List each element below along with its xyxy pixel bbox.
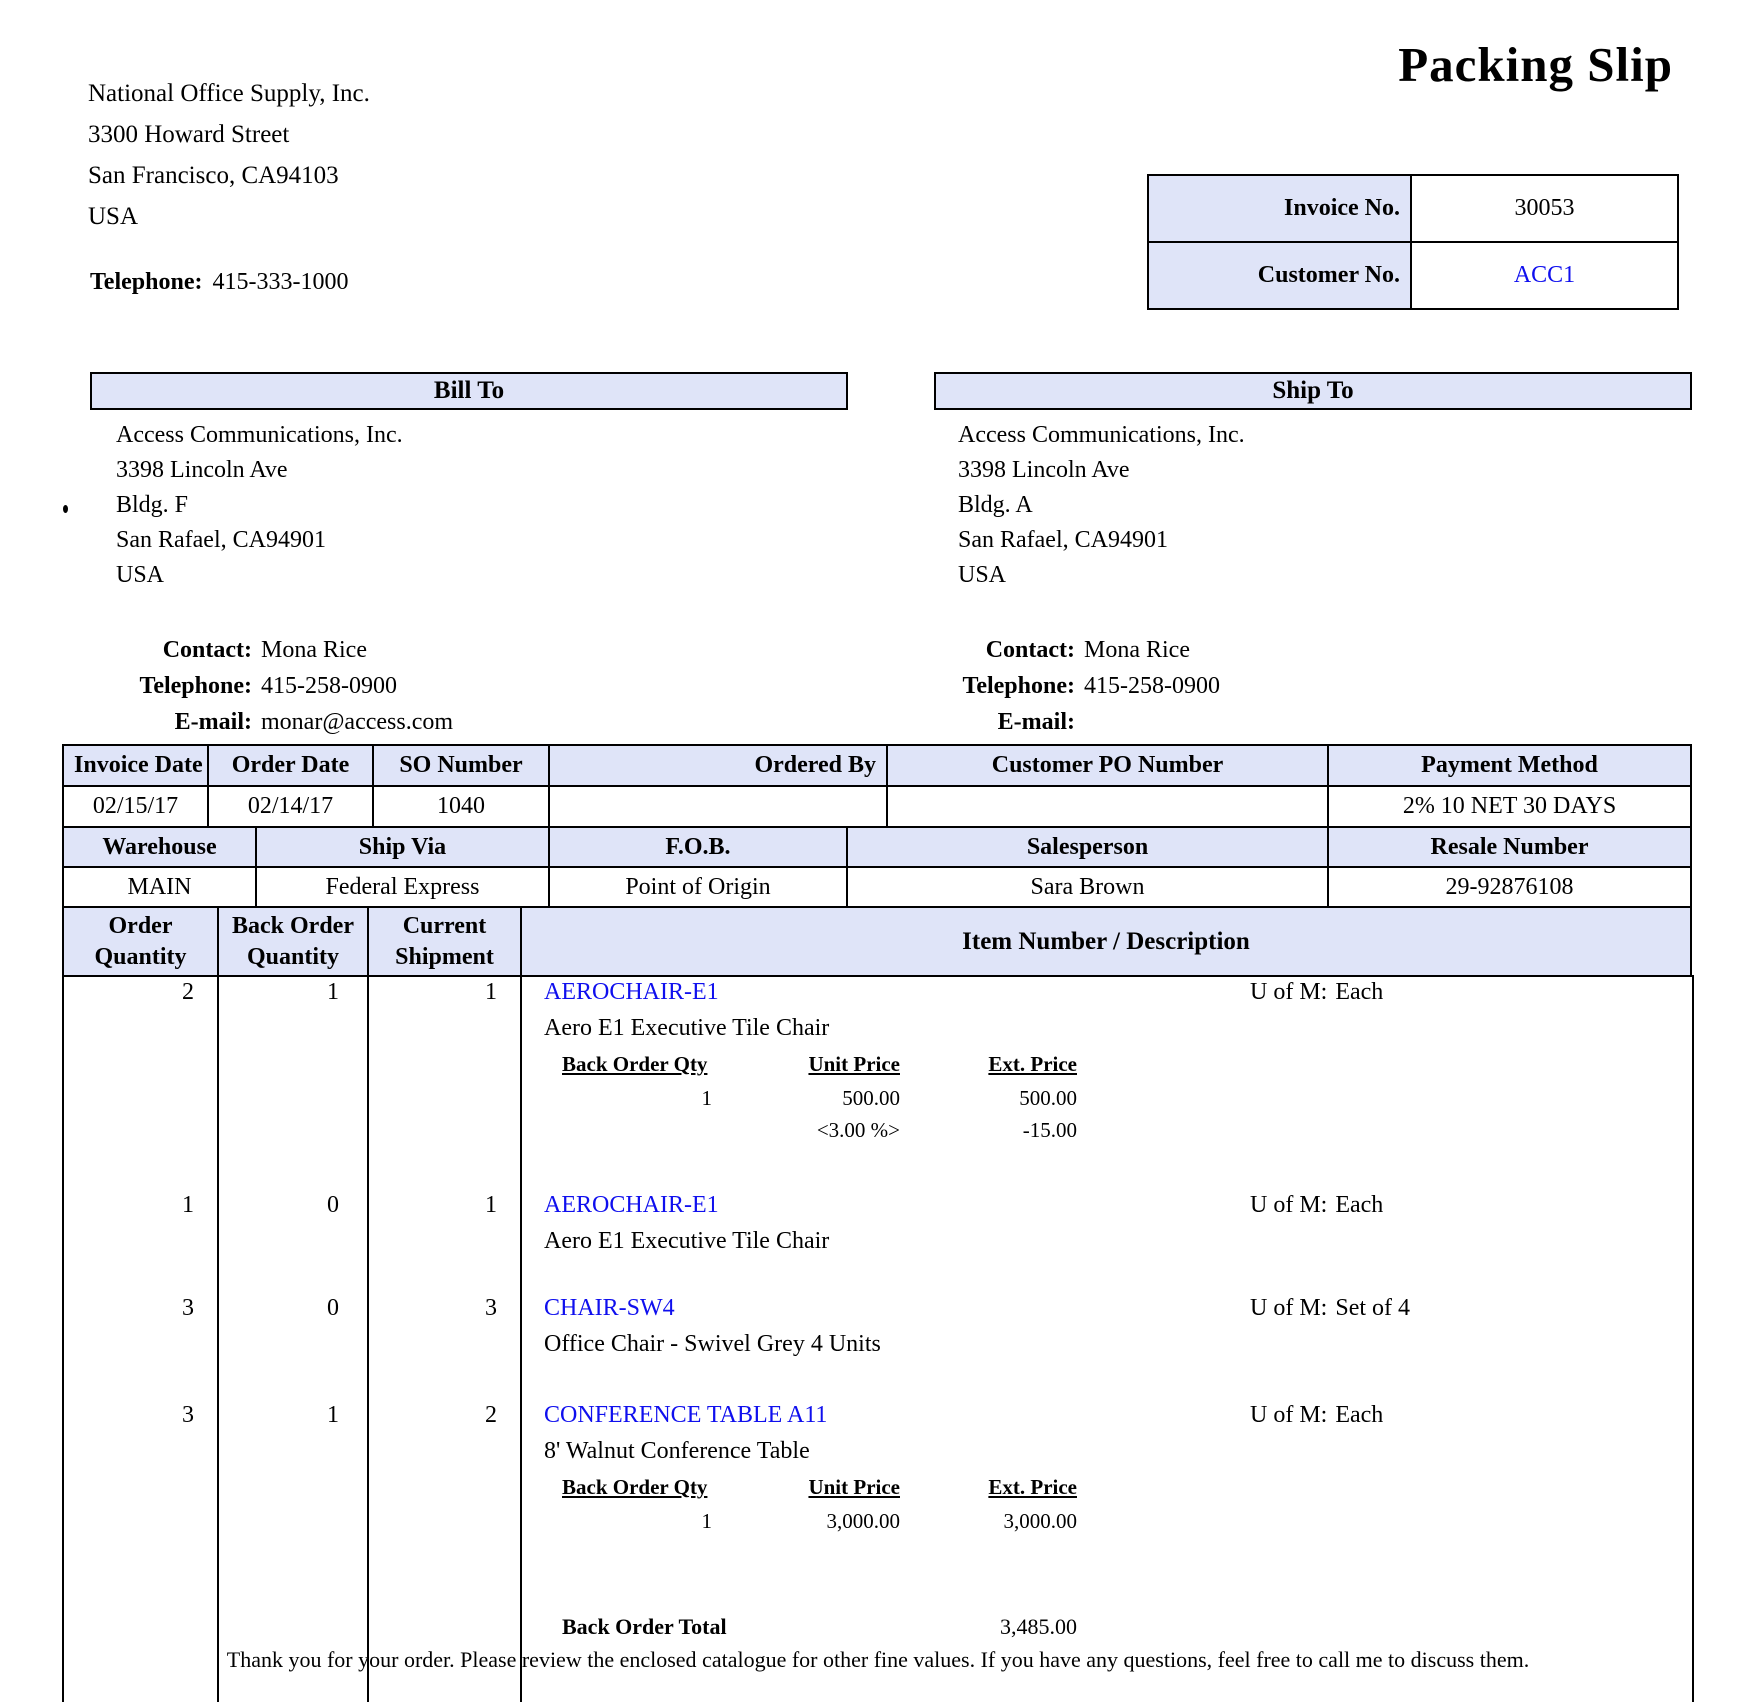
- uom-label: U of M:: [1250, 1402, 1328, 1428]
- invoice-no-label: Invoice No.: [1148, 175, 1411, 242]
- items-header-row: [63, 907, 1691, 976]
- sub-header-back-order-qty: Back Order Qty: [562, 1475, 708, 1499]
- order-qty-cell: 3: [182, 1295, 194, 1321]
- ship-to-contact-block: [880, 632, 1220, 740]
- contact-label: Contact:: [985, 637, 1075, 663]
- detail-unit-price: 3,000.00: [826, 1509, 900, 1533]
- current-shipment-header-line1: Current: [402, 912, 487, 939]
- bill-telephone-value: 415-258-0900: [261, 673, 397, 699]
- stray-mark: [63, 505, 68, 513]
- ship-to-line: San Rafael, CA94901: [958, 527, 1168, 553]
- telephone-label: Telephone:: [139, 673, 252, 699]
- items-table-body: [62, 975, 1694, 1702]
- detail-ext-price: 500.00: [1019, 1086, 1077, 1110]
- sub-header-ext-price: Ext. Price: [988, 1475, 1077, 1499]
- warehouse-header: Warehouse: [63, 827, 256, 867]
- payment-method-value: 2% 10 NET 30 DAYS: [1328, 786, 1691, 827]
- customer-no-row: [1148, 242, 1678, 309]
- order-quantity-header-line2: Quantity: [94, 943, 187, 970]
- company-street: 3300 Howard Street: [88, 121, 290, 148]
- current-shipment-cell: 2: [485, 1402, 497, 1428]
- uom-cell: [1250, 1400, 1383, 1430]
- so-number-header: SO Number: [373, 745, 549, 786]
- sub-header-unit-price: Unit Price: [808, 1052, 900, 1076]
- invoice-no-row: [1148, 175, 1678, 242]
- resale-number-header: Resale Number: [1328, 827, 1691, 867]
- ship-contact-row: [880, 632, 1220, 668]
- customer-no-value[interactable]: ACC1: [1411, 242, 1678, 309]
- detail-back-order-qty: 1: [701, 1086, 712, 1110]
- email-label: E-mail:: [174, 709, 252, 735]
- company-country: USA: [88, 203, 139, 230]
- telephone-label: Telephone:: [962, 673, 1075, 699]
- order-info-table-top: [62, 744, 1692, 828]
- current-shipment-header: [368, 907, 521, 976]
- column-divider: [520, 975, 522, 1702]
- back-order-total-value: 3,485.00: [1000, 1614, 1077, 1639]
- order-info-header-row-2: [63, 827, 1691, 867]
- item-number-link[interactable]: AEROCHAIR-E1: [544, 1192, 719, 1218]
- warehouse-value: MAIN: [63, 867, 256, 907]
- company-telephone-line: [90, 264, 348, 300]
- uom-cell: [1250, 1190, 1383, 1220]
- ship-to-line: Bldg. A: [958, 492, 1033, 518]
- customer-po-number-header: Customer PO Number: [887, 745, 1328, 786]
- bill-to-line: USA: [116, 562, 165, 588]
- order-info-value-row-1: [63, 786, 1691, 827]
- order-quantity-header: [63, 907, 218, 976]
- detail-back-order-qty: 1: [701, 1509, 712, 1533]
- bill-to-line: San Rafael, CA94901: [116, 527, 326, 553]
- ship-via-value: Federal Express: [256, 867, 549, 907]
- current-shipment-header-line2: Shipment: [395, 943, 494, 970]
- uom-value: Each: [1335, 1402, 1384, 1428]
- bill-telephone-row: [60, 668, 453, 704]
- order-qty-cell: 2: [182, 979, 194, 1005]
- email-label: E-mail:: [997, 709, 1075, 735]
- company-telephone-label: Telephone:: [90, 269, 203, 295]
- bill-contact-value: Mona Rice: [261, 637, 367, 663]
- uom-value: Each: [1335, 1192, 1384, 1218]
- order-info-header-row-1: [63, 745, 1691, 786]
- current-shipment-cell: 3: [485, 1295, 497, 1321]
- contact-label: Contact:: [162, 637, 252, 663]
- items-table-header: [62, 906, 1692, 977]
- detail-unit-price: 500.00: [842, 1086, 900, 1110]
- ship-to-line: 3398 Lincoln Ave: [958, 457, 1130, 483]
- bill-to-line: 3398 Lincoln Ave: [116, 457, 288, 483]
- back-order-total-label: Back Order Total: [562, 1614, 727, 1639]
- back-order-qty-cell: 1: [327, 979, 339, 1005]
- bill-to-contact-block: [60, 632, 453, 740]
- item-description: 8' Walnut Conference Table: [544, 1438, 810, 1464]
- column-divider: [367, 975, 369, 1702]
- fob-header: F.O.B.: [549, 827, 847, 867]
- company-telephone-value: 415-333-1000: [212, 269, 349, 295]
- payment-method-header: Payment Method: [1328, 745, 1691, 786]
- so-number-value: 1040: [373, 786, 549, 827]
- uom-label: U of M:: [1250, 1295, 1328, 1321]
- uom-cell: [1250, 1293, 1410, 1323]
- ship-to-header-bar: Ship To: [934, 372, 1692, 410]
- item-number-link[interactable]: CONFERENCE TABLE A11: [544, 1402, 828, 1428]
- detail-discount-percent: <3.00 %>: [816, 1118, 900, 1142]
- sub-header-ext-price: Ext. Price: [988, 1052, 1077, 1076]
- invoice-customer-box: [1147, 174, 1679, 310]
- ship-to-address: [958, 418, 1245, 593]
- current-shipment-cell: 1: [485, 1192, 497, 1218]
- order-date-value: 02/14/17: [208, 786, 373, 827]
- column-divider: [217, 975, 219, 1702]
- back-order-qty-cell: 0: [327, 1295, 339, 1321]
- back-order-quantity-header: [218, 907, 368, 976]
- item-number-link[interactable]: CHAIR-SW4: [544, 1295, 675, 1321]
- uom-label: U of M:: [1250, 979, 1328, 1005]
- bill-to-address: [116, 418, 403, 593]
- ship-to-line: USA: [958, 562, 1007, 588]
- salesperson-header: Salesperson: [847, 827, 1328, 867]
- order-qty-cell: 3: [182, 1402, 194, 1428]
- bill-contact-row: [60, 632, 453, 668]
- uom-value: Set of 4: [1335, 1295, 1411, 1321]
- thank-you-message: Thank you for your order. Please review the enclosed catalogue for other fine values. If you have any questions, feel free to call me to discuss them.: [226, 1647, 1530, 1672]
- item-number-description-header: Item Number / Description: [521, 907, 1691, 976]
- order-qty-cell: 1: [182, 1192, 194, 1218]
- ordered-by-value: [549, 786, 887, 827]
- fob-value: Point of Origin: [549, 867, 847, 907]
- order-info-table-bottom: [62, 826, 1692, 908]
- detail-discount-amount: -15.00: [1022, 1118, 1077, 1142]
- sub-header-unit-price: Unit Price: [808, 1475, 900, 1499]
- uom-label: U of M:: [1250, 1192, 1328, 1218]
- ordered-by-header: Ordered By: [549, 745, 887, 786]
- customer-no-label: Customer No.: [1148, 242, 1411, 309]
- order-quantity-header-line1: Order: [108, 912, 173, 939]
- back-order-qty-cell: 0: [327, 1192, 339, 1218]
- item-description: Aero E1 Executive Tile Chair: [544, 1015, 830, 1041]
- invoice-date-header: Invoice Date: [63, 745, 208, 786]
- bill-to-header-bar: Bill To: [90, 372, 848, 410]
- current-shipment-cell: 1: [485, 979, 497, 1005]
- back-order-quantity-header-line1: Back Order: [232, 912, 354, 939]
- ship-email-row: [880, 704, 1220, 740]
- back-order-qty-cell: 1: [327, 1402, 339, 1428]
- company-city: San Francisco, CA94103: [88, 162, 339, 189]
- ship-via-header: Ship Via: [256, 827, 549, 867]
- order-date-header: Order Date: [208, 745, 373, 786]
- company-block: [88, 73, 370, 237]
- detail-ext-price: 3,000.00: [1003, 1509, 1077, 1533]
- company-name: National Office Supply, Inc.: [88, 80, 370, 107]
- bill-to-line: Access Communications, Inc.: [116, 422, 403, 448]
- page-title: Packing Slip: [1398, 37, 1673, 92]
- item-description: Office Chair - Swivel Grey 4 Units: [544, 1331, 881, 1357]
- uom-cell: [1250, 977, 1383, 1007]
- item-number-link[interactable]: AEROCHAIR-E1: [544, 979, 719, 1005]
- order-info-value-row-2: [63, 867, 1691, 907]
- ship-to-line: Access Communications, Inc.: [958, 422, 1245, 448]
- invoice-no-value: 30053: [1411, 175, 1678, 242]
- customer-po-number-value: [887, 786, 1328, 827]
- bill-to-line: Bldg. F: [116, 492, 189, 518]
- sub-header-back-order-qty: Back Order Qty: [562, 1052, 708, 1076]
- back-order-quantity-header-line2: Quantity: [246, 943, 339, 970]
- ship-contact-value: Mona Rice: [1084, 637, 1190, 663]
- invoice-date-value: 02/15/17: [63, 786, 208, 827]
- bill-email-value: monar@access.com: [261, 709, 454, 735]
- resale-number-value: 29-92876108: [1328, 867, 1691, 907]
- ship-telephone-value: 415-258-0900: [1084, 673, 1220, 699]
- salesperson-value: Sara Brown: [847, 867, 1328, 907]
- ship-telephone-row: [880, 668, 1220, 704]
- item-description: Aero E1 Executive Tile Chair: [544, 1228, 830, 1254]
- bill-email-row: [60, 704, 453, 740]
- uom-value: Each: [1335, 979, 1384, 1005]
